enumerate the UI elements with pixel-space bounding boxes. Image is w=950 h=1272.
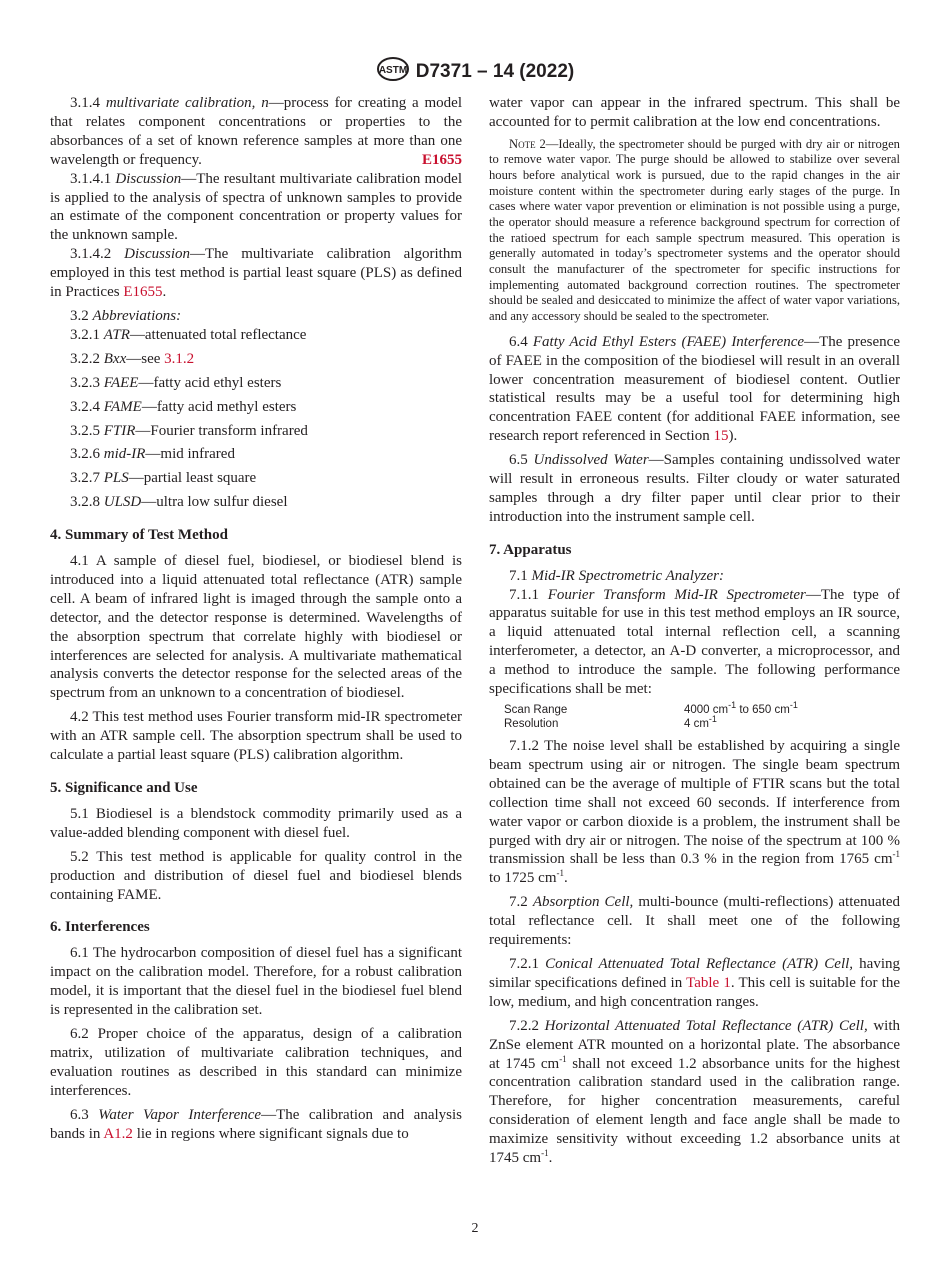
abbreviation-list	[50, 326, 462, 512]
para-6-4: 6.4 Fatty Acid Ethyl Esters (FAEE) Interference—The presence of FAEE in the composition of the biodiesel will result in an overall lower concentration measurement of biodiesel content. Outlier statistical results may be a useful tool for determining high concentration FAEE content (for additional FAEE information, see research report referenced in Section 15).	[489, 333, 900, 445]
para-6-3: 6.3 Water Vapor Interference—The calibration and analysis bands in A1.2 lie in regions where significant signals due to	[50, 1106, 463, 1142]
section-heading-6: 6. Interferences	[50, 919, 150, 936]
spec-row: Resolution 4 $cm^{-1}$	[504, 714, 717, 730]
abbreviation-item: 3.2.2 Bxx—see 3.1.2	[70, 350, 195, 367]
ref-link[interactable]: 15	[713, 428, 729, 445]
para-3-1-4-2: 3.1.4.2 Discussion—The multivariate calibration algorithm employed in this test method is partial least square (PLS) as defined in Practices E1655.	[50, 246, 463, 301]
ref-link[interactable]: A1.2	[103, 1125, 133, 1142]
para-7-1-2: 7.1.2 The noise level shall be established by acquiring a single beam spectrum using air or nitrogen. The single beam spectrum obtained can be the average of multiple of FTIR scans but the total collection time shall not exceed 60 seconds. If interference from water vapor or carbon dioxide is a problem, the instrument shall be purged with dry air or nitrogen. The noise of the spectrum at 100 % transmission shall be less than 0.3 % in the region from 1765 $cm^{-1}$ to 1725 $cm^{-1}$.	[489, 738, 900, 887]
astm-logo-icon	[376, 56, 410, 82]
para-4-1: 4.1 A sample of diesel fuel, biodiesel, or biodiesel blend is introduced into a liquid attenuated total reflectance (ATR) sample cell. A beam of infrared light is imaged through the sample onto a detector, and the detector response is determined. Wavelengths of the absorption spectrum that correlate highly with biodiesel or interferences are selected for analysis. A multivariate mathematical analysis converts the detector response for the selected areas of the spectrum from an unknown to a concentration of biodiesel.	[50, 553, 462, 702]
left-column	[50, 94, 462, 1148]
para-7-2: 7.2 Absorption Cell, multi-bounce (multi-reflections) attenuated total reflectance cell. It shall meet one of the following requirements:	[489, 894, 901, 949]
para-7-1-1: 7.1.1 Fourier Transform Mid-IR Spectrometer—The type of apparatus suitable for use in this test method employs an IR source, a liquid attenuated total internal reflection cell, a scanning interferometer, a detector, an A-D converter, a microprocessor, and a method to introduce the sample. The following performance specifications shall be met:	[489, 586, 901, 698]
right-column	[489, 94, 900, 1173]
ref-link[interactable]: Table 1	[686, 974, 731, 991]
para-6-5: 6.5 Undissolved Water—Samples containing undissolved water will result in erroneous results. Filter cloudy or water saturated samples through a dry filter paper until clear prior to their introduction into the instrument sample cell.	[489, 452, 900, 525]
section-heading-4: 4. Summary of Test Method	[50, 527, 228, 544]
page-number: 2	[471, 1221, 479, 1236]
para-3-1-4-1: 3.1.4.1 Discussion—The resultant multivariate calibration model is applied to the analysis of spectra of unknown samples to provide an estimate of the component concentration or property values for the unknown sample.	[50, 170, 463, 244]
abbreviation-item: 3.2.5 FTIR—Fourier transform infrared	[70, 422, 308, 439]
abbreviation-item: 3.2.6 mid-IR—mid infrared	[70, 446, 235, 463]
page-header	[0, 56, 950, 82]
para-3-2: 3.2 Abbreviations:	[70, 307, 182, 324]
abbreviation-item: 3.2.3 FAEE—fatty acid ethyl esters	[70, 374, 282, 391]
abbreviation-item: 3.2.8 ULSD—ultra low sulfur diesel	[70, 494, 288, 511]
spec-row: Scan Range 4000 $cm^{-1}$ to 650 $cm^{-1}$	[504, 700, 798, 716]
svg-text:ASTM: ASTM	[378, 65, 407, 76]
section-heading-7: 7. Apparatus	[489, 541, 572, 558]
para-4-2: 4.2 This test method uses Fourier transform mid-IR spectrometer with an ATR sample cell. The absorption spectrum shall be used to calculate a partial least square (PLS) calibration algorithm.	[50, 709, 462, 764]
para-6-1: 6.1 The hydrocarbon composition of diesel fuel has a significant impact on the calibration model. Therefore, for a robust calibration model, it is important that the diesel fuel in the biodiesel fuel blend is represented in the calibration set.	[50, 945, 462, 1019]
ref-link[interactable]: E1655	[123, 284, 163, 301]
para-5-1: 5.1 Biodiesel is a blendstock commodity primarily used as a value-added blending component with diesel fuel.	[50, 805, 462, 841]
para-5-2: 5.2 This test method is applicable for quality control in the production and distribution of diesel fuel and biodiesel blends containing FAME.	[50, 848, 462, 903]
para-7-2-1: 7.2.1 Conical Attenuated Total Reflectance (ATR) Cell, having similar specifications defined in Table 1. This cell is suitable for the low, medium, and high concentration ranges.	[489, 955, 901, 1010]
para-7-2-2: 7.2.2 Horizontal Attenuated Total Reflectance (ATR) Cell, with ZnSe element ATR mounted on a horizontal plate. The absorbance at 1745 $cm^{-1}$ shall not exceed 1.2 absorbance units for the highest concentration calibration standard used in the calibration range. Therefore, for higher concentration measurements, careful consideration of element length and face angle shall be made to maximize sensitivity without exceeding 1.2 absorbance units at 1745 $cm^{-1}$.	[489, 1017, 901, 1167]
spec-table	[504, 700, 900, 731]
abbreviation-item: 3.2.1 ATR—attenuated total reflectance	[70, 326, 307, 343]
para-6-3-continued: water vapor can appear in the infrared spectrum. This shall be accounted for to permit calibration at the low end concentrations.	[489, 95, 900, 130]
designation: D7371 – 14 (2022)	[415, 61, 575, 82]
abbreviation-item: 3.2.4 FAME—fatty acid methyl esters	[70, 398, 297, 415]
note-2: Note 2—Ideally, the spectrometer should be purged with dry air or nitrogen to remove water vapor. The purge should be allowed to stabilize over several hours before analytical work is pursued, due to the rapid changes in the air moisture content within the spectrometer during early stages of the purge. In cases where water vapor prevention or elimination is not possible using a purge, the operator should measure a reference background spectrum for correction of the ratioed spectrum for each sample spectrum measured. This operation is generally automated in today’s spectrometer systems and the operator should consult the manufacturer of the spectrometer for specific instructions for implementing automated background correction routines. The spectrometer should be sealed and desiccated to minimize the affect of water vapor variations, and any accessory should be sealed to the spectrometer.	[489, 136, 900, 324]
ref-link[interactable]: E1655	[421, 151, 462, 168]
section-heading-5: 5. Significance and Use	[50, 780, 198, 796]
para-3-1-4: 3.1.4 multivariate calibration, n—process for creating a model that relates component concentrations or properties to the absorbances of a set of known reference samples at more than one wavelength or frequency. E1655	[50, 95, 463, 168]
para-7-1: 7.1 Mid-IR Spectrometric Analyzer:	[509, 567, 724, 584]
para-6-2: 6.2 Proper choice of the apparatus, design of a calibration matrix, utilization of multivariate calibration techniques, and evaluation routines as described in this standard can minimize interferences.	[50, 1025, 462, 1099]
ref-link[interactable]: 3.1.2	[164, 350, 195, 367]
abbreviation-item: 3.2.7 PLS—partial least square	[70, 470, 257, 487]
